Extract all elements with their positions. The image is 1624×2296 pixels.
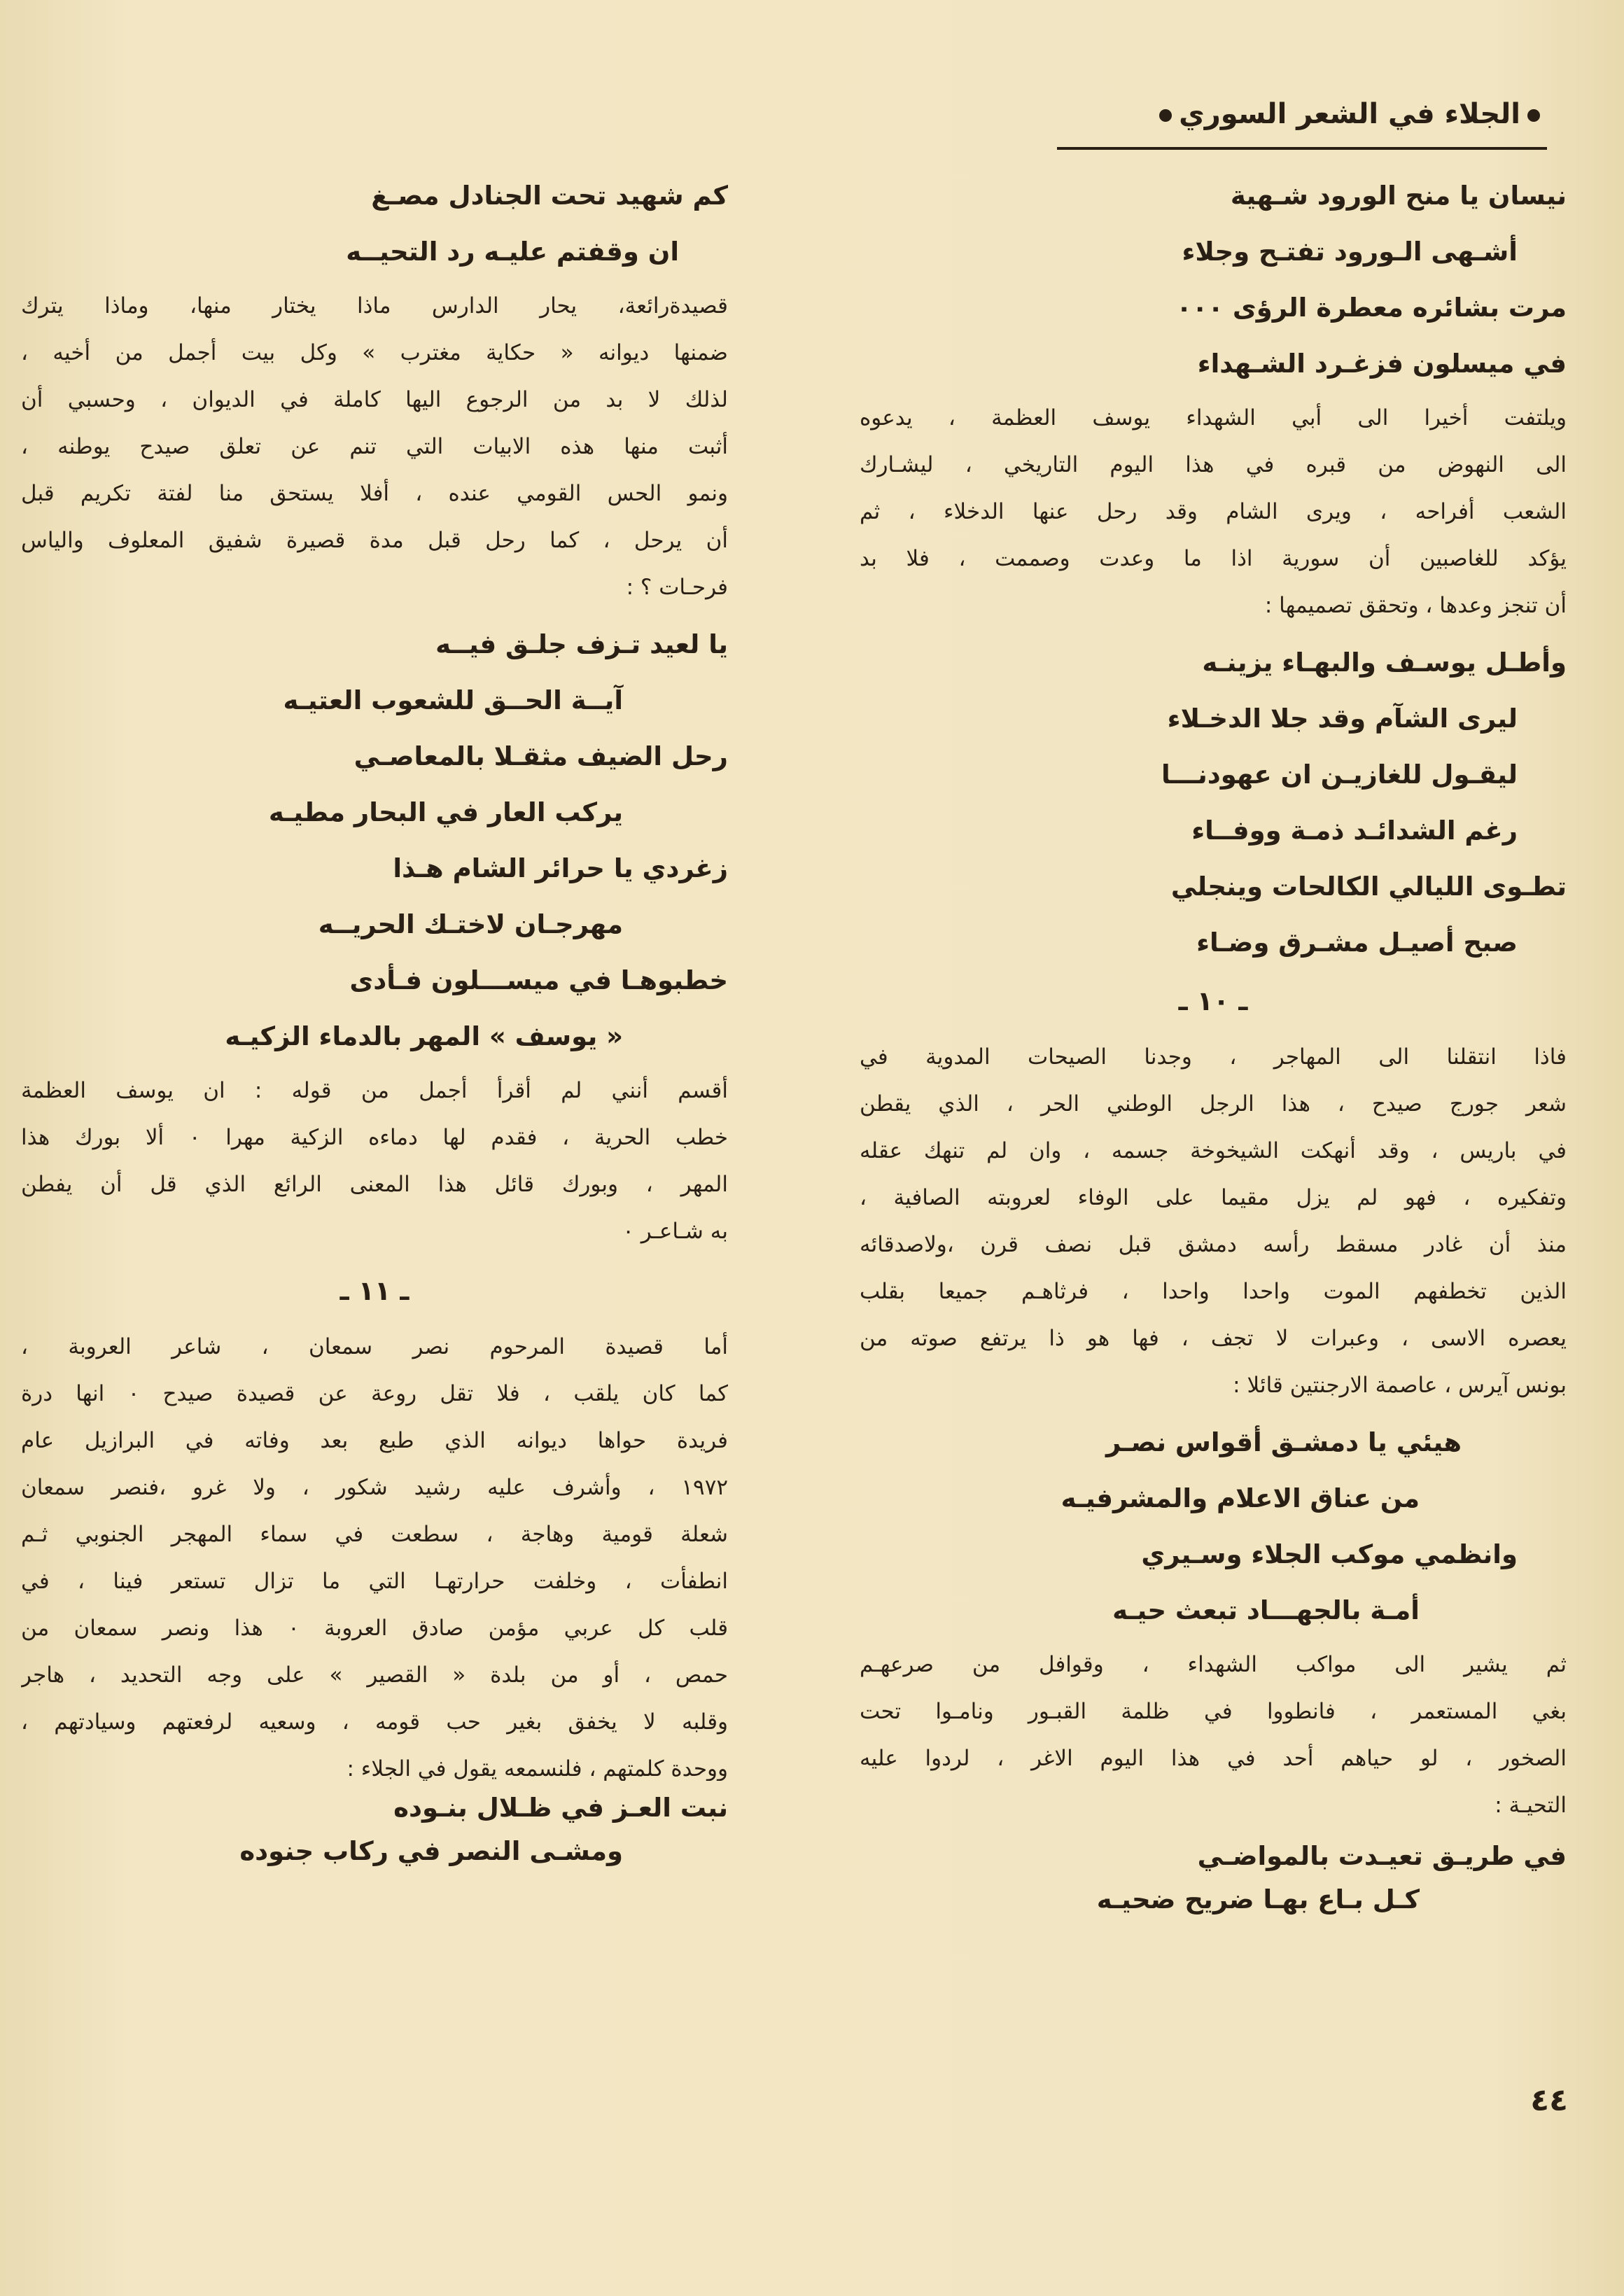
verse-line: من عناق الاعلام والمشرفيـه — [1060, 1483, 1420, 1513]
paragraph-line: أن تنجز وعدها ، وتحقق تصميمها : — [1264, 593, 1567, 618]
paragraph-line: فرحـات ؟ : — [626, 575, 728, 600]
verse-block — [21, 617, 728, 1065]
verse-line: وأطـل يوسـف والبهـاء يزينـه — [1202, 648, 1567, 678]
header-title-row — [1152, 98, 1547, 130]
paragraph-line: الصخور ، لو حياهم أحد في هذا اليوم الاغر ، لردوا عليه — [860, 1746, 1567, 1771]
paragraph-line: ثم يشير الى مواكب الشهداء ، وقوافل من صرعهـم — [860, 1652, 1567, 1677]
paragraph-line: أقسم أنني لم أقرأ أجمل من قوله : ان يوسف العظمة — [21, 1078, 728, 1103]
verse-line: في ميسلون فزغـرد الشـهداء — [1197, 349, 1567, 379]
verse-line: نبت العـز في ظـلال بنـوده — [393, 1793, 728, 1823]
verse-line: كم شهيد تحت الجنادل مصـغ — [371, 181, 728, 211]
paragraph-line: حمص ، أو من بلدة « القصير » على وجه التحديد ، هاجر — [21, 1662, 728, 1688]
verse-line: في طريـق تعيـدت بالمواضـي — [1197, 1841, 1567, 1871]
verse-line: يا لعيد تـزف جلـق فيــه — [435, 629, 728, 659]
paragraph-line: انطفأت ، وخلفت حرارتهـا التي ما تزال تستعر فينا ، في — [21, 1569, 728, 1594]
verse-block — [860, 1835, 1567, 1921]
verse-line: آيــة الحــق للشعوب العتيـه — [283, 685, 623, 715]
paragraph-line: يؤكد للغاصبين أن سورية اذا ما وعدت وصممت ، فلا بد — [860, 546, 1567, 571]
section-number: ـ ١٠ ـ — [1178, 986, 1248, 1016]
paragraph-line: وتفكيره ، فهو لم يزل مقيما على الوفاء لعروبته الصافية ، — [860, 1185, 1567, 1210]
verse-line: ان وقفتم عليـه رد التحيــه — [346, 237, 679, 267]
paragraph — [860, 1034, 1567, 1409]
paragraph-line: ١٩٧٢ ، وأشرف عليه رشيد شكور ، ولا غرو ،فنصر سمعان — [21, 1475, 728, 1500]
verse-line: كـل بـاع بهـا ضريح ضحيـه — [1096, 1884, 1420, 1914]
header-title: الجلاء في الشعر السوري — [1179, 98, 1520, 130]
paragraph-line: كما كان يلقب ، فلا تقل روعة عن قصيدة صيدح ٠ انها درة — [21, 1381, 728, 1406]
paragraph — [21, 283, 728, 611]
paragraph — [860, 1642, 1567, 1829]
page-number: ٤٤ — [1530, 2082, 1568, 2118]
verse-block — [860, 1415, 1567, 1639]
paragraph-line: الشعب أفراحه ، ويرى الشام وقد رحل عنها الدخلاء ، ثم — [860, 499, 1567, 524]
paragraph-line: أثبت منها هذه الابيات التي تنم عن تعلق صيدح يوطنه ، — [21, 434, 728, 459]
verse-line: يركب العار في البحار مطيـه — [268, 797, 623, 827]
bullet-dot-icon — [1527, 109, 1540, 122]
paragraph-line: شعلة قومية وهاجة ، سطعت في سماء المهجر الجنوبي ثـم — [21, 1522, 728, 1547]
verse-line: رحل الضيف مثقـلا بالمعاصـي — [354, 741, 728, 771]
bullet-dot-icon — [1159, 109, 1172, 122]
verse-line: ومشـى النصر في ركاب جنوده — [239, 1836, 623, 1866]
paragraph-line: في باريس ، وقد أنهكت الشيخوخة جسمه ، وان لم تنهك عقله — [860, 1138, 1567, 1163]
verse-line: أمـة بالجهـــاد تبعث حيـه — [1112, 1595, 1420, 1625]
paragraph-line: فاذا انتقلنا الى المهاجر ، وجدنا الصيحات المدوية في — [860, 1044, 1567, 1070]
paragraph-line: شعر جورج صيدح ، هذا الرجل الوطني الحر ، الذي يقطن — [860, 1091, 1567, 1116]
paragraph-line: قصيدةرائعة، يحار الدارس ماذا يختار منها، وماذا يترك — [21, 293, 728, 318]
paragraph-line: فريدة حواها ديوانه الذي طبع بعد وفاته في البرازيل عام — [21, 1428, 728, 1453]
paragraph-line: يعصره الاسى ، وعبرات لا تجف ، فها هو ذا يرتفع صوته من — [860, 1326, 1567, 1351]
running-header — [1057, 98, 1547, 150]
verse-line: مرت بشائره معطرة الرؤى ٠٠٠ — [1176, 293, 1567, 323]
paragraph-line: به شـاعـر ٠ — [622, 1219, 728, 1244]
verse-line: أشـهى الـورود تفتـح وجلاء — [1182, 237, 1518, 267]
paragraph-line: لذلك لا بد من الرجوع اليها كاملة في الديوان ، وحسبي أن — [21, 387, 728, 412]
paragraph-line: قلب كل عربي مؤمن صادق العروبة ٠ هذا ونصر سمعان من — [21, 1616, 728, 1641]
paragraph-line: خطب الحرية ، فقدم لها دماءه الزكية مهرا ٠ ألا بورك هذا — [21, 1125, 728, 1150]
section-number: ـ ١١ ـ — [340, 1275, 410, 1306]
paragraph — [860, 395, 1567, 629]
left-column — [21, 168, 728, 1873]
verse-line: تطـوى الليالي الكالحات وينجلي — [1170, 872, 1567, 902]
verse-line: وانظمي موكب الجلاء وسـيري — [1141, 1539, 1518, 1569]
verse-block — [860, 168, 1567, 392]
paragraph — [21, 1324, 728, 1781]
paragraph-line: منذ أن غادر مسقط رأسه دمشق قبل نصف قرن ،ولاصدقائه — [860, 1232, 1567, 1257]
paragraph-line: الى النهوض من قبره في هذا اليوم التاريخي ، ليشـارك — [860, 452, 1567, 477]
verse-line: زغردي يا حرائر الشام هـذا — [393, 853, 728, 883]
verse-block — [21, 168, 728, 280]
paragraph-line: ووحدة كلمتهم ، فلنسمعه يقول في الجلاء : — [346, 1756, 728, 1781]
paragraph-line: وقلبه لا يخفق بغير حب قومه ، وسعيه لرفعتهم وسيادتهم ، — [21, 1709, 728, 1735]
paragraph-line: أما قصيدة المرحوم نصر سمعان ، شاعر العروبة ، — [21, 1334, 728, 1359]
paragraph-line: ونمو الحس القومي عنده ، أفلا يستحق منا لفتة تكريم قبل — [21, 481, 728, 506]
paragraph-line: الذين تخطفهم الموت واحدا واحدا ، فرثاهـم جميعا بقلب — [860, 1279, 1567, 1304]
verse-line: صبح أصيـل مشـرق وضـاء — [1196, 927, 1518, 958]
paragraph-line: التحيـة : — [1494, 1793, 1567, 1818]
paragraph — [21, 1068, 728, 1255]
paragraph-line: المهر ، وبورك قائل هذا المعنى الرائع الذي قل أن يفطن — [21, 1172, 728, 1197]
verse-block — [860, 635, 1567, 971]
paragraph-line: ويلتفت أخيرا الى أبي الشهداء يوسف العظمة ، يدعوه — [860, 405, 1567, 430]
paragraph-line: ضمنها ديوانه « حكاية مغترب » وكل بيت أجمل من أخيه ، — [21, 340, 728, 365]
paragraph-line: بونس آيرس ، عاصمة الارجنتين قائلا : — [1233, 1373, 1567, 1398]
verse-block — [21, 1786, 728, 1873]
verse-line: نيسان يا منح الورود شـهية — [1230, 181, 1567, 211]
verse-line: مهرجـان لاختـك الحريــه — [318, 909, 623, 939]
paragraph-line: أن يرحل ، كما رحل قبل مدة قصيرة شفيق المعلوف والياس — [21, 528, 728, 553]
verse-line: « يوسف » المهر بالدماء الزكيـه — [225, 1021, 623, 1051]
verse-line: رغم الشدائـد ذمـة ووفــاء — [1191, 816, 1518, 846]
right-column — [860, 168, 1567, 1921]
verse-line: هيئي يا دمشـق أقواس نصـر — [1105, 1427, 1462, 1457]
verse-line: خطبوهـا في ميســـلون فـأدى — [349, 965, 728, 995]
paragraph-line: بغي المستعمر ، فانطووا في ظلمة القبـور ونامـوا تحت — [860, 1699, 1567, 1724]
verse-line: ليقـول للغازيـن ان عهودنـــا — [1161, 760, 1518, 790]
verse-line: ليرى الشآم وقد جلا الدخـلاء — [1167, 704, 1518, 734]
